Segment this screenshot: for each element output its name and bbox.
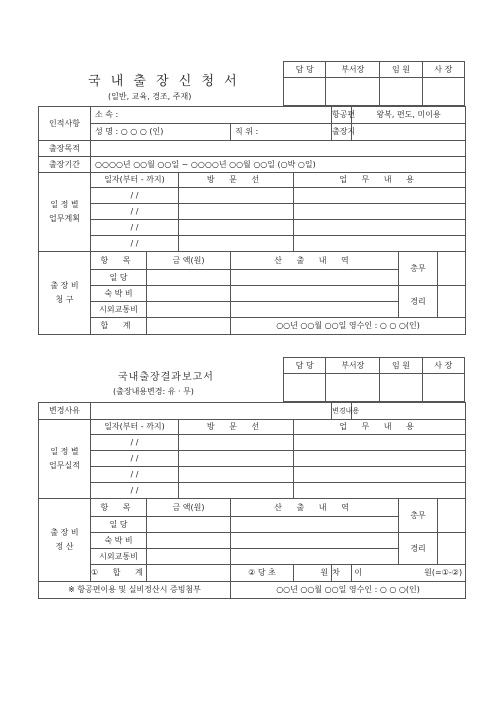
sched-task-cell[interactable] bbox=[294, 467, 466, 483]
total-amount-cell[interactable] bbox=[147, 318, 231, 335]
approval-dept-head: 부서장 bbox=[326, 62, 380, 78]
approval-president: 사 장 bbox=[422, 62, 464, 78]
sched-header-date: 일자(부터 - 까지) bbox=[91, 420, 179, 435]
expense-label-line2: 청 구 bbox=[55, 295, 74, 304]
sched-task-cell[interactable] bbox=[294, 435, 466, 451]
form2-title: 국내출장결과보고서 bbox=[118, 372, 214, 383]
sign-box[interactable] bbox=[326, 78, 380, 106]
expense-amount-cell[interactable] bbox=[147, 517, 231, 533]
sched-task-cell[interactable] bbox=[294, 220, 466, 236]
air-options[interactable]: 왕복, 편도, 미이용 bbox=[352, 107, 466, 124]
period-label: 출장기간 bbox=[39, 157, 91, 173]
expense-calc-cell[interactable] bbox=[231, 286, 399, 302]
expense-header-calc: 산 출 내 역 bbox=[231, 499, 399, 517]
expense-header-amount: 금 액(원) bbox=[147, 252, 231, 270]
form2-approval-table bbox=[283, 357, 465, 402]
general-affairs-sign[interactable] bbox=[438, 499, 466, 533]
sign-box[interactable] bbox=[422, 78, 464, 106]
sched-visit-cell[interactable] bbox=[179, 435, 294, 451]
sched-header-date: 일자(부터 - 까지) bbox=[91, 173, 179, 188]
sched-visit-cell[interactable] bbox=[179, 451, 294, 467]
approval-staff: 담 당 bbox=[284, 62, 326, 78]
sched-date-cell[interactable]: / / bbox=[91, 188, 179, 204]
expense-label-line1: 출 장 비 bbox=[50, 528, 79, 537]
form1-approval-table bbox=[283, 61, 465, 106]
expense-amount-cell[interactable] bbox=[147, 549, 231, 565]
change-reason-field[interactable] bbox=[91, 403, 332, 420]
sched-visit-cell[interactable] bbox=[179, 236, 294, 252]
departure-field[interactable] bbox=[352, 124, 466, 141]
expense-header-calc: 산 출 내 역 bbox=[231, 252, 399, 270]
change-reason-label: 변경사유 bbox=[39, 403, 91, 420]
sched-date-cell[interactable]: / / bbox=[91, 236, 179, 252]
schedule-label-line1: 일 정 별 bbox=[50, 200, 79, 209]
sched-date-cell[interactable]: / / bbox=[91, 483, 179, 499]
expense-item-daily: 일 당 bbox=[91, 270, 147, 286]
sched-date-cell[interactable]: / / bbox=[91, 204, 179, 220]
purpose-field[interactable] bbox=[91, 141, 466, 157]
change-content-label: 변경내용 bbox=[332, 403, 352, 420]
sched-header-visit: 방 문 선 bbox=[179, 173, 294, 188]
sched-visit-cell[interactable] bbox=[179, 204, 294, 220]
form2-main-table bbox=[38, 402, 466, 599]
expense-item-daily: 일 당 bbox=[91, 517, 147, 533]
sign-box[interactable] bbox=[284, 374, 326, 402]
receipt-sign-line[interactable]: ○○년 ○○월 ○○일 영수인 : ○ ○ ○(인) bbox=[231, 318, 466, 335]
diff-value[interactable]: 원(=①-②) bbox=[352, 565, 466, 582]
general-affairs-label: 총무 bbox=[399, 252, 438, 286]
expense-item-transport: 시외교통비 bbox=[91, 302, 147, 318]
schedule-label bbox=[39, 173, 91, 252]
expense-header-amount: 금 액(원) bbox=[147, 499, 231, 517]
expense-amount-cell[interactable] bbox=[147, 302, 231, 318]
approval-executive: 임 원 bbox=[380, 62, 422, 78]
attachment-note: ※ 항공편이용 및 실비정산시 증빙첨부 bbox=[39, 582, 231, 599]
approval-executive: 임 원 bbox=[380, 358, 422, 374]
approval-dept-head: 부서장 bbox=[326, 358, 380, 374]
personal-label: 인적사항 bbox=[39, 107, 91, 141]
sched-task-cell[interactable] bbox=[294, 188, 466, 204]
form1-main-table bbox=[38, 106, 466, 335]
sched-task-cell[interactable] bbox=[294, 236, 466, 252]
approval-staff: 담 당 bbox=[284, 358, 326, 374]
expense-calc-cell[interactable] bbox=[231, 533, 399, 549]
sched-visit-cell[interactable] bbox=[179, 188, 294, 204]
sched-header-task: 업 무 내 용 bbox=[294, 420, 466, 435]
sched-date-cell[interactable]: / / bbox=[91, 467, 179, 483]
expense-amount-cell[interactable] bbox=[147, 270, 231, 286]
purpose-label: 출장목적 bbox=[39, 141, 91, 157]
expense-label bbox=[39, 499, 91, 582]
position-field[interactable]: 직 위 : bbox=[231, 124, 332, 141]
form2-subtitle: (출장내용변경: 유 · 무) bbox=[113, 387, 194, 396]
expense-item-lodging: 숙 박 비 bbox=[91, 286, 147, 302]
expense-amount-cell[interactable] bbox=[147, 286, 231, 302]
sign-box[interactable] bbox=[326, 374, 380, 402]
expense-item-lodging: 숙 박 비 bbox=[91, 533, 147, 549]
expense-label-line1: 출 장 비 bbox=[50, 281, 79, 290]
expense-label bbox=[39, 252, 91, 335]
diff-label: 차 이 bbox=[332, 565, 352, 582]
expense-amount-cell[interactable] bbox=[147, 533, 231, 549]
sched-date-cell[interactable]: / / bbox=[91, 220, 179, 236]
sign-box[interactable] bbox=[380, 78, 422, 106]
form1-subtitle: (일반, 교육, 경조, 주재) bbox=[108, 92, 192, 101]
schedule-label-line2: 업무실적 bbox=[49, 461, 80, 470]
change-content-field[interactable] bbox=[352, 403, 466, 420]
expense-calc-cell[interactable] bbox=[231, 517, 399, 533]
total-label: 합 계 bbox=[91, 318, 147, 335]
sched-task-cell[interactable] bbox=[294, 451, 466, 467]
sign-box[interactable] bbox=[380, 374, 422, 402]
sched-date-cell[interactable]: / / bbox=[91, 451, 179, 467]
dept-field[interactable]: 소 속 : bbox=[91, 107, 332, 124]
expense-header-item: 항 목 bbox=[91, 252, 147, 270]
receipt-sign-line[interactable]: ○○년 ○○월 ○○일 영수인 : ○ ○ ○(인) bbox=[231, 582, 466, 599]
sched-visit-cell[interactable] bbox=[179, 220, 294, 236]
expense-calc-cell[interactable] bbox=[231, 270, 399, 286]
sign-box[interactable] bbox=[422, 374, 464, 402]
air-label: 항공편 bbox=[332, 107, 352, 124]
departure-label: 출장지 bbox=[332, 124, 352, 141]
approval-president: 사 장 bbox=[422, 358, 464, 374]
accounting-label: 경리 bbox=[399, 286, 438, 318]
expense-calc-cell[interactable] bbox=[231, 302, 399, 318]
accounting-sign[interactable] bbox=[438, 533, 466, 565]
sched-task-cell[interactable] bbox=[294, 483, 466, 499]
accounting-label: 경리 bbox=[399, 533, 438, 565]
sched-visit-cell[interactable] bbox=[179, 483, 294, 499]
schedule-label-line1: 일 정 별 bbox=[50, 447, 79, 456]
form1-title: 국 내 출 장 신 청 서 bbox=[88, 74, 240, 89]
sched-header-task: 업 무 내 용 bbox=[294, 173, 466, 188]
expense-header-item: 항 목 bbox=[91, 499, 147, 517]
sched-task-cell[interactable] bbox=[294, 204, 466, 220]
expense-item-transport: 시외교통비 bbox=[91, 549, 147, 565]
sched-header-visit: 방 문 선 bbox=[179, 420, 294, 435]
name-field[interactable]: 성 명 : ○ ○ ○ (인) bbox=[91, 124, 231, 141]
general-affairs-label: 총무 bbox=[399, 499, 438, 533]
sum2-won[interactable]: 원 bbox=[294, 565, 332, 582]
period-field[interactable]: ○○○○년 ○○월 ○○일 ~ ○○○○년 ○○월 ○○일 (○박 ○일) bbox=[91, 157, 466, 173]
expense-label-line2: 정 산 bbox=[55, 542, 74, 551]
accounting-sign[interactable] bbox=[438, 286, 466, 318]
sched-visit-cell[interactable] bbox=[179, 467, 294, 483]
general-affairs-sign[interactable] bbox=[438, 252, 466, 286]
sum1-amount-cell[interactable] bbox=[147, 565, 231, 582]
schedule-label-line2: 업무계획 bbox=[49, 214, 80, 223]
sum1-label: ① 합 계 bbox=[91, 565, 147, 582]
schedule-label bbox=[39, 420, 91, 499]
sum2-label: ② 당 초 bbox=[231, 565, 294, 582]
expense-calc-cell[interactable] bbox=[231, 549, 399, 565]
sched-date-cell[interactable]: / / bbox=[91, 435, 179, 451]
sign-box[interactable] bbox=[284, 78, 326, 106]
